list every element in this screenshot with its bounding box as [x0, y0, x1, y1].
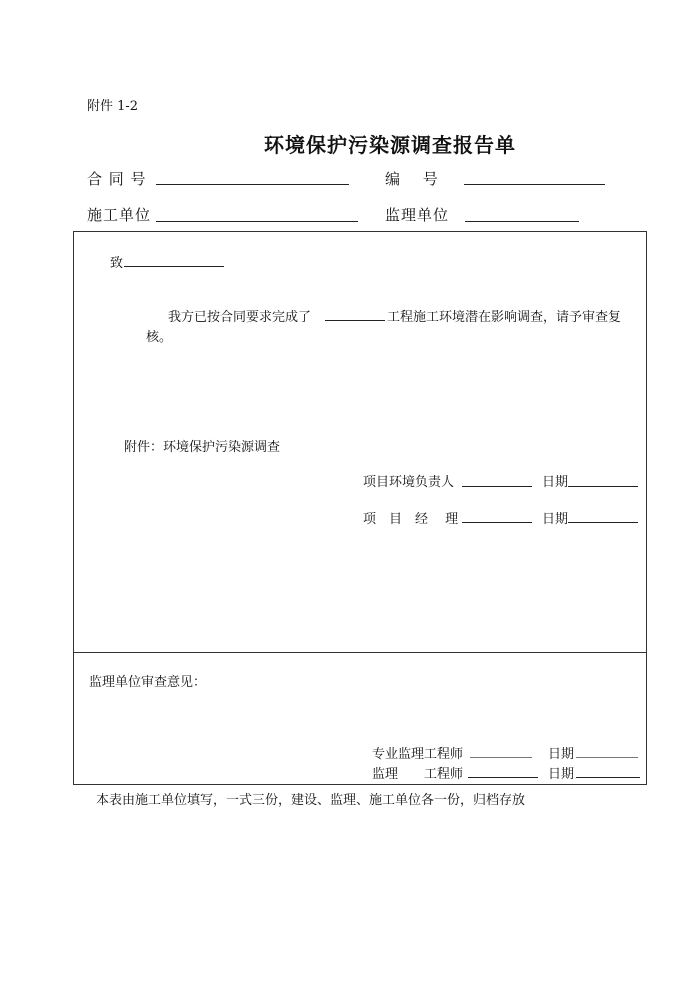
engineer-date-field[interactable] — [576, 757, 638, 758]
to-label: 致 — [110, 256, 124, 271]
supervision-unit-label: 监理单位 — [385, 206, 450, 224]
project-manager-date-field[interactable] — [568, 522, 638, 523]
project-manager-signature-field[interactable] — [462, 522, 532, 523]
supervision-unit-field[interactable] — [465, 221, 579, 222]
section-divider — [73, 652, 647, 653]
serial-number-label: 编 号 — [385, 170, 439, 188]
env-manager-date-label: 日期 — [542, 475, 569, 490]
contract-number-label: 合 同 号 — [87, 170, 147, 188]
supervisor-signature-field[interactable] — [468, 777, 538, 778]
engineer-date-label: 日期 — [548, 747, 575, 762]
project-name-field[interactable] — [325, 320, 385, 321]
project-manager-date-label: 日期 — [542, 512, 569, 527]
footer-note: 本表由施工单位填写，一式三份，建设、监理、施工单位各一份，归档存放 — [96, 793, 526, 808]
project-manager-label: 项 目 经 理 — [363, 512, 459, 527]
contract-number-field[interactable] — [156, 184, 349, 185]
construction-unit-field[interactable] — [156, 221, 358, 222]
supervisor-date-label: 日期 — [548, 767, 575, 782]
env-manager-label: 项目环境负责人 — [363, 475, 455, 490]
attachment-note: 附件：环境保护污染源调查 — [124, 440, 281, 455]
statement-part-a: 我方已按合同要求完成了 — [168, 310, 312, 325]
supervisor-label: 监理 工程师 — [372, 767, 464, 782]
review-heading: 监理单位审查意见： — [89, 675, 207, 690]
statement-part-b: 工程施工环境潜在影响调查，请予审查复 — [387, 310, 622, 325]
form-title: 环境保护污染源调查报告单 — [264, 133, 516, 157]
recipient-field[interactable] — [124, 266, 224, 267]
engineer-signature-field[interactable] — [470, 757, 532, 758]
construction-unit-label: 施工单位 — [87, 206, 152, 224]
engineer-label: 专业监理工程师 — [372, 747, 464, 762]
statement-part-c: 核。 — [146, 330, 173, 345]
supervisor-date-field[interactable] — [576, 777, 640, 778]
attachment-number: 附件 1-2 — [87, 99, 139, 114]
env-manager-signature-field[interactable] — [462, 486, 532, 487]
env-manager-date-field[interactable] — [568, 486, 638, 487]
serial-number-field[interactable] — [464, 184, 605, 185]
